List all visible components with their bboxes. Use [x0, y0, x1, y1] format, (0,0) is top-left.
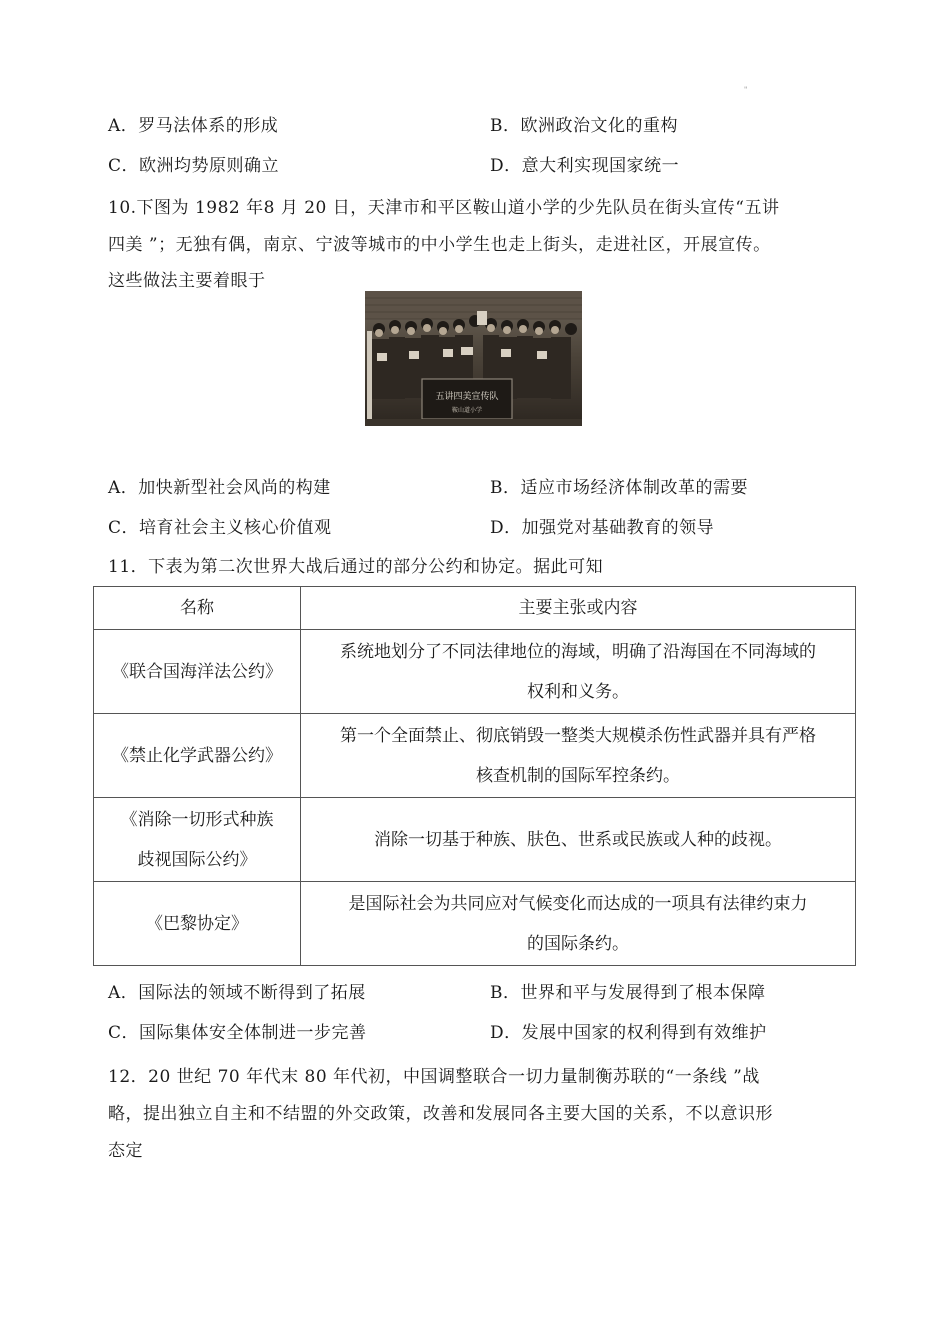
- table-header-row: [94, 587, 856, 630]
- q9-option-b: B．欧洲政治文化的重构: [490, 116, 678, 136]
- q10-stem-line-1: 10.下图为 1982 年8 月 20 日，天津市和平区鞍山道小学的少先队员在街头宣传“五讲: [108, 198, 780, 218]
- table-row: [94, 882, 856, 966]
- q12-stem-line-2: 略，提出独立自主和不结盟的外交政策，改善和发展同各主要大国的关系，不以意识形: [108, 1104, 773, 1124]
- table-header-name: 名称: [94, 587, 301, 630]
- table-header-content: 主要主张或内容: [301, 587, 856, 630]
- q10-option-b: B．适应市场经济体制改革的需要: [490, 478, 748, 498]
- q10-stem-line-2: 四美 ”；无独有偶，南京、宁波等城市的中小学生也走上街头，走进社区，开展宣传。: [108, 235, 771, 255]
- q11-option-d: D．发展中国家的权利得到有效维护: [490, 1023, 767, 1043]
- corner-mark: ": [744, 86, 748, 94]
- table-cell-name: 《联合国海洋法公约》: [94, 630, 301, 714]
- q9-option-c: C．欧洲均势原则确立: [108, 156, 280, 176]
- q10-option-d: D．加强党对基础教育的领导: [490, 518, 715, 538]
- q11-option-b: B．世界和平与发展得到了根本保障: [490, 983, 766, 1003]
- table-cell-content: 消除一切基于种族、肤色、世系或民族或人种的歧视。: [301, 798, 856, 882]
- q9-option-a: A．罗马法体系的形成: [108, 116, 279, 136]
- table-cell-content: 第一个全面禁止、彻底销毁一整类大规模杀伤性武器并具有严格 核查机制的国际军控条约。: [301, 714, 856, 798]
- table-row: [94, 630, 856, 714]
- table-cell-name: 《禁止化学武器公约》: [94, 714, 301, 798]
- photo-sign-subtitle: 鞍山道小学: [451, 407, 483, 414]
- table-row: [94, 798, 856, 882]
- q12-stem-line-3: 态定: [108, 1141, 143, 1161]
- table-cell-name: 《消除一切形式种族 歧视国际公约》: [94, 798, 301, 882]
- q9-option-d: D．意大利实现国家统一: [490, 156, 680, 176]
- table-cell-name: 《巴黎协定》: [94, 882, 301, 966]
- q11-option-c: C．国际集体安全体制进一步完善: [108, 1023, 367, 1043]
- q11-stem: 11．下表为第二次世界大战后通过的部分公约和协定。据此可知: [108, 557, 604, 577]
- q10-stem-line-3: 这些做法主要着眼于: [108, 271, 266, 291]
- q12-stem-line-1: 12．20 世纪 70 年代末 80 年代初，中国调整联合一切力量制衡苏联的“一条线 ”战: [108, 1067, 760, 1087]
- q10-option-c: C．培育社会主义核心价值观: [108, 518, 332, 538]
- q10-option-a: A．加快新型社会风尚的构建: [108, 478, 331, 498]
- q11-option-a: A．国际法的领域不断得到了拓展: [108, 983, 366, 1003]
- table-cell-content: 系统地划分了不同法律地位的海域，明确了沿海国在不同海域的 权利和义务。: [301, 630, 856, 714]
- table-row: [94, 714, 856, 798]
- q11-table: [93, 586, 856, 966]
- photo-sign-title: 五讲四美宣传队: [435, 392, 499, 402]
- table-cell-content: 是国际社会为共同应对气候变化而达成的一项具有法律约束力 的国际条约。: [301, 882, 856, 966]
- q10-photo: [365, 291, 582, 426]
